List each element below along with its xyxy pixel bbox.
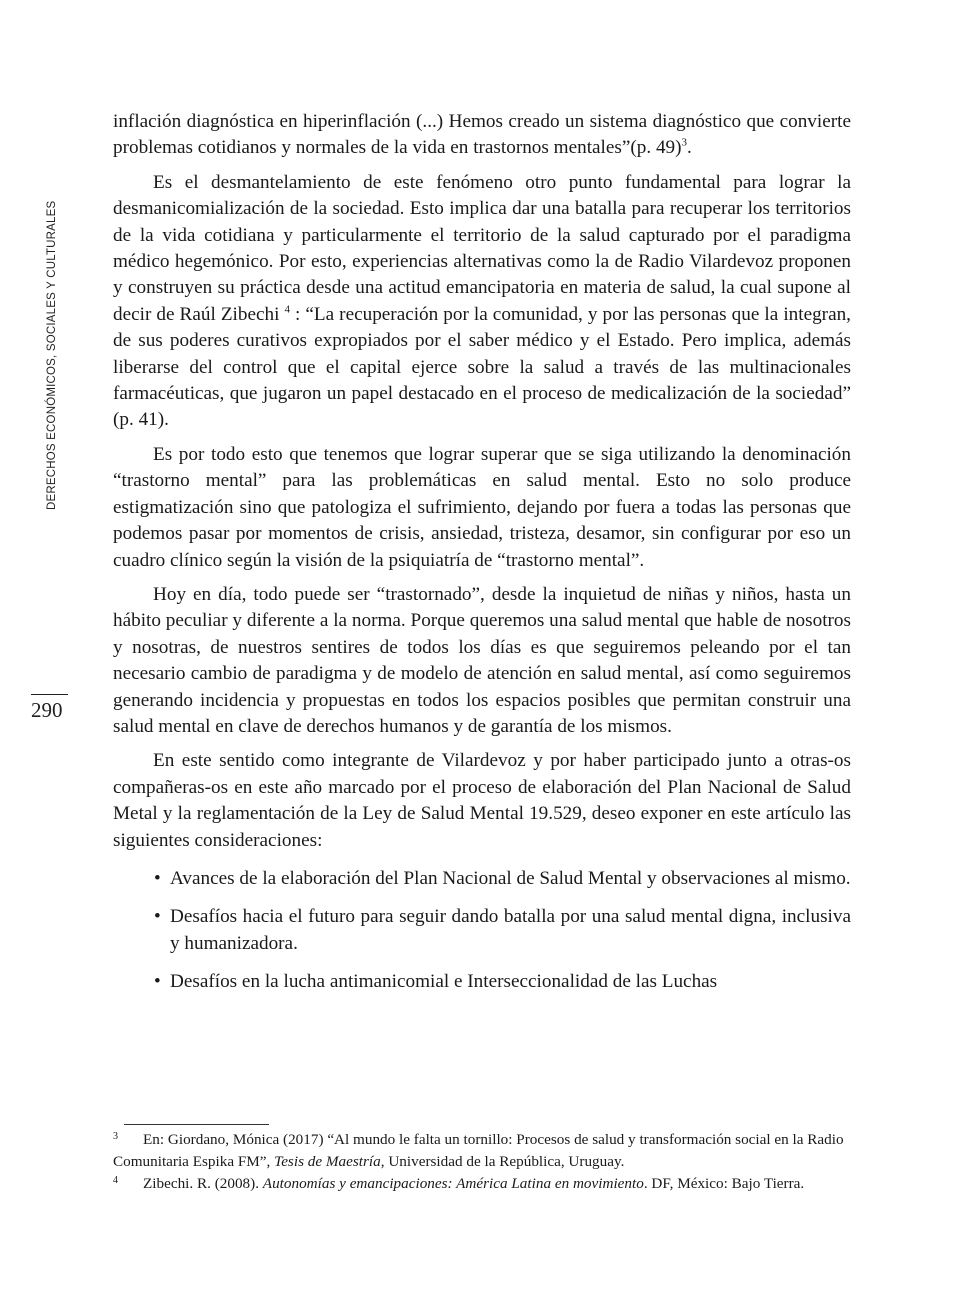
main-text [113, 109, 851, 1008]
list-item [113, 904, 851, 957]
footnote-italic-title: Tesis de Maestría [274, 1153, 381, 1170]
running-head: DERECHOS ECONÓMICOS, SOCIALES Y CULTURALES [46, 200, 58, 510]
footnotes [113, 1129, 851, 1195]
footnote-text: En: Giordano, Mónica (2017) “Al mundo le falta un tornillo: Procesos de salud y transformación social en la Radio Comunitaria Espika FM”, [113, 1131, 844, 1170]
footnote-mark: 4 [113, 1175, 118, 1186]
paragraph-hoy-en-dia: Hoy en día, todo puede ser “trastornado”, desde la inquietud de niñas y niños, hasta un hábito peculiar y diferente a la norma. Porque queremos una salud mental que hable de nosotros y nosotras, de nuestros sentires de todos los días es que seguiremos peleando por el tan necesario cambio de paradigma y de modelo de atención en salud mental, así como seguiremos generando incidencia y propuestas en todos los espacios posibles que permitan construir una salud mental en clave de derechos humanos y de garantía de los mismos. [113, 583, 851, 737]
footnote-3 [113, 1129, 851, 1173]
list-item-text: Desafíos en la lucha antimanicomial e Interseccionalidad de las Luchas [170, 971, 718, 993]
bullet-icon: • [154, 867, 161, 889]
list-item-text: Avances de la elaboración del Plan Nacional de Salud Mental y observaciones al mismo. [170, 867, 851, 889]
page-number: 290 [31, 698, 63, 722]
footnote-italic-title: Autonomías y emancipaciones: América Latina en movimiento [262, 1175, 644, 1192]
paragraph-text: . [687, 137, 692, 159]
paragraph-trastorno-mental: Es por todo esto que tenemos que lograr superar que se siga utilizando la denominación “trastorno mental” para las problemáticas en salud mental. Esto no solo produce estigmatización sino que patologiza el sufrimiento, dejando por fuera a todas las personas que podemos pasar por momentos de crisis, ansiedad, tristeza, desamor, sin configurar por eso un cuadro clínico según la visión de la psiquiatría de “trastorno mental”. [113, 443, 851, 571]
footnote-text: . DF, México: Bajo Tierra. [643, 1175, 805, 1192]
footnote-mark: 3 [113, 1131, 118, 1142]
list-item-text: Desafíos hacia el futuro para seguir dando batalla por una salud mental digna, inclusiva y humanizadora. [170, 906, 851, 954]
page-number-rule [31, 694, 68, 695]
bullet-icon: • [154, 906, 161, 928]
paragraph-continuation [113, 109, 851, 162]
paragraph-text: Es el desmantelamiento de este fenómeno otro punto fundamental para lograr la desmanicomialización de la sociedad. Esto implica dar una batalla para recuperar los territorios de la vida cotidiana y particularmente el territorio de la salud capturado por el paradigma médico hegemónico. Por esto, experiencias alternativas como la de Radio Vilardevoz proponen y construyen su práctica desde una actitud emancipatoria en materia de salud, la cual supone al decir de Raúl Zibechi [113, 171, 851, 325]
footnote-4 [113, 1173, 851, 1195]
footnote-ref-3: 3 [681, 137, 688, 150]
footnote-separator [124, 1124, 269, 1125]
footnote-ref-4: 4 [284, 303, 290, 316]
paragraph-desmanicomializacion [113, 170, 851, 434]
paragraph-consideraciones: En este sentido como integrante de Vilardevoz y por haber participado junto a otras-os compañeras-os en este año marcado por el proceso de elaboración del Plan Nacional de Salud Metal y la reglamentación de la Ley de Salud Mental 19.529, deseo exponer en este artículo las siguientes consideraciones: [113, 750, 851, 851]
considerations-list [113, 866, 851, 996]
list-item [113, 866, 851, 892]
footnote-text: Zibechi. R. (2008). [143, 1175, 263, 1192]
paragraph-text: : “La recuperación por la comunidad, y por las personas que la integran, de sus poderes curativos expropiados por el saber médico y el Estado. Pero implica, además liberarse del control que el capital ejerce sobre la salud a través de las multinacionales farmacéuticas, que jugaron un papel destacado en el proceso de medicalización de la sociedad” (p. 41). [113, 303, 851, 431]
list-item [113, 969, 851, 995]
bullet-icon: • [154, 971, 161, 993]
footnote-text: , Universidad de la República, Uruguay. [380, 1153, 625, 1170]
paragraph-text: inflación diagnóstica en hiperinflación (...) Hemos creado un sistema diagnóstico que convierte problemas cotidianos y normales de la vida en trastornos mentales”(p. 49) [113, 111, 851, 159]
